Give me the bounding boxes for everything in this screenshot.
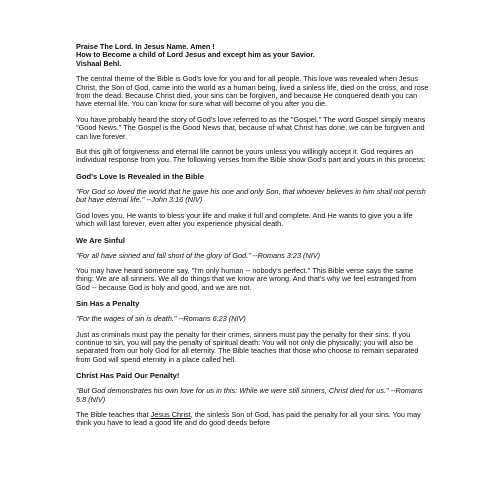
verse-romans-5-8: "But God demonstrates his own love for us in this: While we were still sinners, Christ died for us." --Romans 5:8 (NIV) [76, 386, 423, 404]
header-praise-line: Praise The Lord. In Jesus Name. Amen ! [76, 42, 215, 51]
intro-paragraph-1: The central theme of the Bible is God's love for you and for all people. This love was revealed when Jesus Christ, the Son of God, came into the world as a human being, lived a sinless life, died on the cross, and rose from the dead. Because Christ died, your sins can be forgiven, and because He conquered death you can have eternal life. You can know for sure what will become of you after you die. [76, 74, 429, 109]
section-body-penalty: Just as criminals must pay the penalty for their crimes, sinners must pay the penalty for their sins. If you continue to sin, you will pay the penalty of spiritual death: You will not only die physically; you will also be separated from our holy God for all eternity. The Bible teaches that those who choose to remain separated from God will spend eternity in a place called hell. [76, 329, 419, 364]
section-heading-penalty: Sin Has a Penalty [76, 299, 140, 309]
section-body-paid-rest: , the sinless Son of God, has paid the penalty for all your sins. You may think you have to lead a good life and do good deeds before [76, 409, 421, 428]
jesus-christ-link[interactable]: Jesus Christ [150, 409, 191, 419]
header-author-line: Vishaal Behl. [76, 58, 122, 68]
document-page [76, 43, 431, 435]
section-heading-sinful: We Are Sinful [76, 235, 125, 245]
intro-paragraph-2: You have probably heard the story of God's love referred to as the "Gospel." The word Gospel simply means "Good News." The Gospel is the Good News that, because of what Christ has done, we can be forgiven and can live forever. [76, 114, 426, 141]
intro-paragraph-3: But this gift of forgiveness and eternal life cannot be yours unless you willingly accept it. God requires an individual response from you. The following verses from the Bible show God's part and yours in this process: [76, 147, 426, 165]
section-body-love: God loves you. He wants to bless your life and make it full and complete. And He wants to give you a life which will last forever, even after you experience physical death. [76, 210, 413, 229]
section-heading-paid: Christ Has Paid Our Penalty! [76, 371, 180, 381]
verse-romans-3-23: "For all have sinned and fall short of the glory of God." --Romans 3:23 (NIV) [76, 250, 321, 260]
document-header [76, 43, 431, 68]
header-title-line: How to Become a child of Lord Jesus and except him as your Savior. [76, 50, 315, 60]
section-heading-love: God's Love Is Revealed in the Bible [76, 171, 204, 181]
section-body-sinful: You may have heard someone say, "I'm only human -- nobody's perfect." This Bible verse says the same thing: We are all sinners. We all do things that we know are wrong. And that's why we feel estranged from God -- because God is holy and good, and we are not. [76, 265, 417, 292]
verse-john-3-16: "For God so loved the world that he gave his one and only Son, that whoever believes in him shall not perish but have eternal life." --John 3:16 (NIV) [76, 186, 426, 205]
section-body-paid-start: The Bible teaches that [76, 409, 151, 419]
verse-romans-6-23: "For the wages of sin is death." --Romans 6:23 (NIV) [76, 314, 246, 324]
section-body-paid [76, 411, 431, 428]
